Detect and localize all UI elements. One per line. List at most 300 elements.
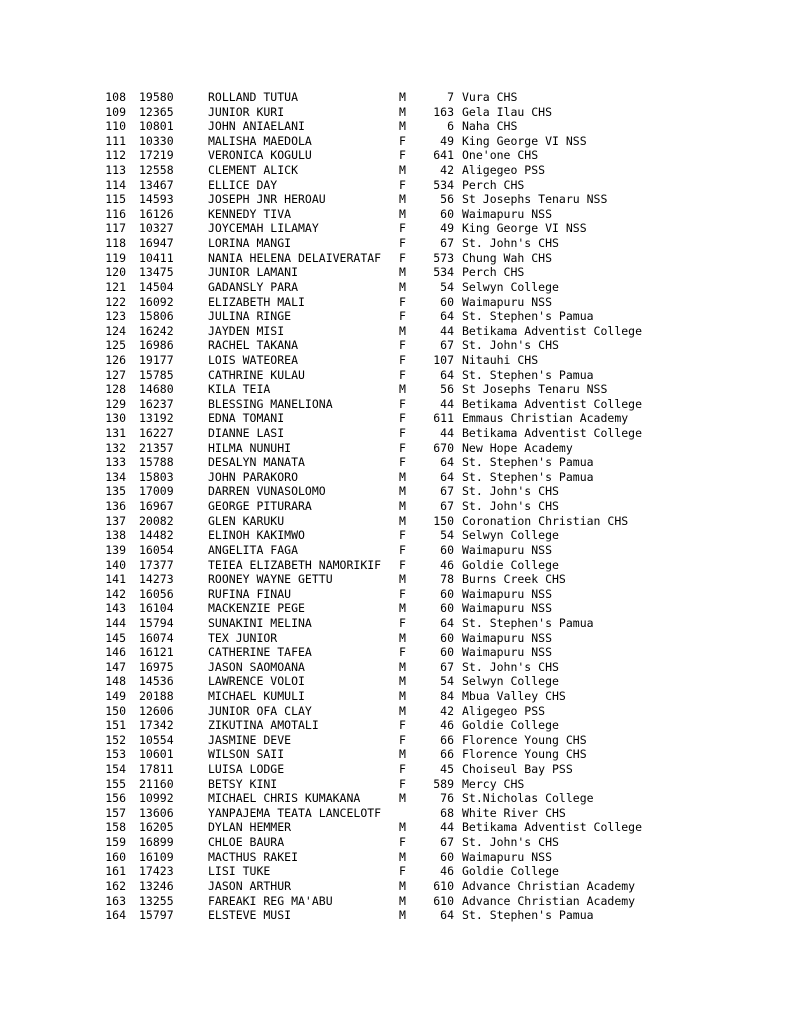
row-sex: F — [399, 367, 406, 382]
row-number: 60 — [440, 206, 454, 221]
table-row — [88, 148, 642, 163]
row-sequence: 110 — [105, 119, 126, 134]
table-row — [88, 192, 642, 207]
row-name: JUNIOR LAMANI — [208, 265, 299, 280]
row-school: Betikama Adventist College — [462, 820, 643, 835]
row-code: 16237 — [139, 396, 174, 411]
row-number: 44 — [440, 426, 454, 441]
row-school: Florence Young CHS — [462, 747, 587, 762]
row-sex: M — [399, 119, 406, 134]
row-sequence: 108 — [105, 90, 126, 104]
row-code: 17811 — [139, 762, 174, 777]
table-row — [88, 397, 642, 412]
row-number: 64 — [440, 469, 454, 484]
row-school: New Hope Academy — [462, 440, 573, 455]
row-sequence: 155 — [105, 776, 126, 791]
row-sequence: 142 — [105, 586, 126, 601]
row-school: Coronation Christian CHS — [462, 513, 629, 528]
row-name: VERONICA KOGULU — [208, 148, 312, 163]
row-sex: M — [399, 659, 406, 674]
row-number: 49 — [440, 133, 454, 148]
row-number: 44 — [440, 323, 454, 338]
row-name: ELLICE DAY — [208, 177, 278, 192]
row-code: 19580 — [139, 90, 174, 104]
row-name: BLESSING MANELIONA — [208, 396, 333, 411]
row-sequence: 113 — [105, 163, 126, 178]
row-code: 15797 — [139, 908, 174, 923]
row-sequence: 124 — [105, 323, 126, 338]
row-school: St.Nicholas College — [462, 791, 594, 806]
table-row — [88, 353, 642, 368]
row-sex: F — [399, 411, 406, 426]
row-code: 16074 — [139, 630, 174, 645]
table-row — [88, 441, 642, 456]
row-number: 67 — [440, 236, 454, 251]
row-name: LISI TUKE — [208, 864, 271, 879]
row-name: SUNAKINI MELINA — [208, 615, 312, 630]
table-row — [88, 558, 642, 573]
row-school: Mbua Valley CHS — [462, 688, 566, 703]
row-school: St. Stephen's Pamua — [462, 615, 594, 630]
row-name: CATHRINE KULAU — [208, 367, 305, 382]
row-sex: M — [399, 908, 406, 923]
row-code: 15785 — [139, 367, 174, 382]
table-row — [88, 426, 642, 441]
row-sex: F — [399, 426, 406, 441]
row-code: 17423 — [139, 864, 174, 879]
row-sex: F — [399, 250, 406, 265]
row-name: ANGELITA FAGA — [208, 542, 299, 557]
row-sequence: 112 — [105, 148, 126, 163]
row-code: 16109 — [139, 849, 174, 864]
row-code: 15788 — [139, 455, 174, 470]
row-sex: F — [399, 835, 406, 850]
row-sequence: 122 — [105, 294, 126, 309]
row-name: CATHERINE TAFEA — [208, 645, 312, 660]
row-school: Waimapuru NSS — [462, 601, 553, 616]
row-school: St. John's CHS — [462, 484, 559, 499]
row-code: 17342 — [139, 718, 174, 733]
row-sex: M — [399, 192, 406, 207]
row-code: 13246 — [139, 878, 174, 893]
table-row — [88, 543, 642, 558]
table-row — [88, 265, 642, 280]
row-code: 17219 — [139, 148, 174, 163]
table-row — [88, 835, 642, 850]
row-code: 10411 — [139, 250, 174, 265]
table-row — [88, 221, 642, 236]
row-sex: M — [399, 279, 406, 294]
row-name: KENNEDY TIVA — [208, 206, 292, 221]
table-row — [88, 762, 642, 777]
row-sex: M — [399, 513, 406, 528]
row-name: JOHN ANIAELANI — [208, 119, 305, 134]
table-row — [88, 470, 642, 485]
row-sequence: 153 — [105, 747, 126, 762]
row-school: Waimapuru NSS — [462, 294, 553, 309]
row-school: One'one CHS — [462, 148, 539, 163]
row-school: King George VI NSS — [462, 221, 587, 236]
row-sex: F — [399, 396, 406, 411]
table-row — [88, 251, 642, 266]
table-row — [88, 338, 642, 353]
row-sequence: 162 — [105, 878, 126, 893]
row-number: 66 — [440, 732, 454, 747]
row-sequence: 119 — [105, 250, 126, 265]
row-sequence: 164 — [105, 908, 126, 923]
row-sequence: 159 — [105, 835, 126, 850]
row-sequence: 125 — [105, 338, 126, 353]
row-number: 78 — [440, 572, 454, 587]
row-sequence: 161 — [105, 864, 126, 879]
row-name: CHLOE BAURA — [208, 835, 285, 850]
row-sequence: 116 — [105, 206, 126, 221]
row-name: JAYDEN MISI — [208, 323, 285, 338]
table-row — [88, 704, 642, 719]
row-code: 13192 — [139, 411, 174, 426]
row-sequence: 138 — [105, 528, 126, 543]
row-number: 60 — [440, 645, 454, 660]
table-row — [88, 90, 642, 105]
row-number: 670 — [433, 440, 454, 455]
row-sex: M — [399, 265, 406, 280]
row-school: Waimapuru NSS — [462, 586, 553, 601]
row-sequence: 136 — [105, 499, 126, 514]
table-row — [88, 660, 642, 675]
row-code: 13467 — [139, 177, 174, 192]
row-sequence: 158 — [105, 820, 126, 835]
row-sex: M — [399, 499, 406, 514]
row-sequence: 146 — [105, 645, 126, 660]
row-code: 15803 — [139, 469, 174, 484]
row-school: St. John's CHS — [462, 835, 559, 850]
row-code: 12558 — [139, 163, 174, 178]
table-row — [88, 514, 642, 529]
row-number: 45 — [440, 762, 454, 777]
row-code: 13606 — [139, 805, 174, 820]
row-number: 64 — [440, 367, 454, 382]
row-school: Selwyn College — [462, 279, 559, 294]
row-sex: M — [399, 630, 406, 645]
row-code: 10327 — [139, 221, 174, 236]
row-name: JUNIOR KURI — [208, 104, 285, 119]
table-row — [88, 368, 642, 383]
table-row — [88, 119, 642, 134]
row-school: St. John's CHS — [462, 338, 559, 353]
row-sex: F — [399, 762, 406, 777]
row-sex: F — [399, 615, 406, 630]
row-sex: M — [399, 601, 406, 616]
row-number: 76 — [440, 791, 454, 806]
row-number: 64 — [440, 908, 454, 923]
row-name: RACHEL TAKANA — [208, 338, 299, 353]
row-number: 67 — [440, 484, 454, 499]
table-row — [88, 382, 642, 397]
row-school: Waimapuru NSS — [462, 849, 553, 864]
row-sequence: 126 — [105, 352, 126, 367]
row-school: Advance Christian Academy — [462, 878, 636, 893]
row-name: MICHAEL CHRIS KUMAKANA — [208, 791, 361, 806]
row-name: YANPAJEMA TEATA LANCELOTF — [208, 805, 382, 820]
row-code: 16205 — [139, 820, 174, 835]
row-number: 54 — [440, 674, 454, 689]
row-number: 46 — [440, 557, 454, 572]
row-sex: M — [399, 163, 406, 178]
row-number: 611 — [433, 411, 454, 426]
row-number: 56 — [440, 382, 454, 397]
row-sex: M — [399, 674, 406, 689]
row-sex: F — [399, 309, 406, 324]
row-sex: F — [399, 718, 406, 733]
row-sex: M — [399, 572, 406, 587]
row-code: 13255 — [139, 893, 174, 908]
row-code: 14273 — [139, 572, 174, 587]
row-sex: F — [399, 586, 406, 601]
row-code: 16056 — [139, 586, 174, 601]
row-sequence: 127 — [105, 367, 126, 382]
table-row — [88, 850, 642, 865]
row-sequence: 160 — [105, 849, 126, 864]
row-code: 16947 — [139, 236, 174, 251]
table-row — [88, 601, 642, 616]
row-sequence: 132 — [105, 440, 126, 455]
row-sequence: 128 — [105, 382, 126, 397]
row-number: 46 — [440, 718, 454, 733]
row-name: JASON ARTHUR — [208, 878, 292, 893]
row-school: Waimapuru NSS — [462, 630, 553, 645]
row-number: 60 — [440, 586, 454, 601]
table-row — [88, 411, 642, 426]
row-sex: M — [399, 791, 406, 806]
row-sequence: 143 — [105, 601, 126, 616]
row-sequence: 154 — [105, 762, 126, 777]
table-row — [88, 631, 642, 646]
row-sequence: 157 — [105, 805, 126, 820]
row-name: TEX JUNIOR — [208, 630, 278, 645]
row-sequence: 123 — [105, 309, 126, 324]
row-code: 16126 — [139, 206, 174, 221]
table-row — [88, 455, 642, 470]
row-code: 20188 — [139, 688, 174, 703]
row-sex: F — [399, 236, 406, 251]
row-number: 534 — [433, 265, 454, 280]
row-code: 16104 — [139, 601, 174, 616]
row-sex: F — [399, 528, 406, 543]
table-row — [88, 820, 642, 835]
row-school: Betikama Adventist College — [462, 323, 643, 338]
row-sequence: 114 — [105, 177, 126, 192]
row-code: 10330 — [139, 133, 174, 148]
row-sequence: 156 — [105, 791, 126, 806]
row-sequence: 129 — [105, 396, 126, 411]
row-name: JASON SAOMOANA — [208, 659, 305, 674]
row-name: DESALYN MANATA — [208, 455, 305, 470]
row-school: Aligegeo PSS — [462, 703, 546, 718]
row-name: JOHN PARAKORO — [208, 469, 299, 484]
row-name: GADANSLY PARA — [208, 279, 299, 294]
row-sex: M — [399, 820, 406, 835]
row-school: Chung Wah CHS — [462, 250, 553, 265]
row-sex: M — [399, 893, 406, 908]
row-code: 15806 — [139, 309, 174, 324]
row-school: Burns Creek CHS — [462, 572, 566, 587]
table-row — [88, 689, 642, 704]
table-row — [88, 894, 642, 909]
row-school: Betikama Adventist College — [462, 396, 643, 411]
row-sex: F — [399, 455, 406, 470]
row-sex: F — [399, 864, 406, 879]
row-code: 14482 — [139, 528, 174, 543]
table-row — [88, 791, 642, 806]
row-number: 68 — [440, 805, 454, 820]
row-school: Selwyn College — [462, 528, 559, 543]
row-name: NANIA HELENA DELAIVERATAF — [208, 250, 382, 265]
row-number: 54 — [440, 528, 454, 543]
row-name: MICHAEL KUMULI — [208, 688, 305, 703]
row-name: LAWRENCE VOLOI — [208, 674, 305, 689]
row-sex: M — [399, 484, 406, 499]
row-school: Florence Young CHS — [462, 732, 587, 747]
row-name: DIANNE LASI — [208, 426, 285, 441]
table-row — [88, 806, 642, 821]
row-code: 20082 — [139, 513, 174, 528]
row-sex: M — [399, 206, 406, 221]
row-sex: F — [399, 776, 406, 791]
row-school: Naha CHS — [462, 119, 518, 134]
row-sex: M — [399, 878, 406, 893]
table-row — [88, 718, 642, 733]
table-row — [88, 178, 642, 193]
row-code: 14536 — [139, 674, 174, 689]
row-sex: F — [399, 557, 406, 572]
row-name: EDNA TOMANI — [208, 411, 285, 426]
row-number: 67 — [440, 659, 454, 674]
row-sex: F — [399, 352, 406, 367]
row-sequence: 131 — [105, 426, 126, 441]
row-number: 163 — [433, 104, 454, 119]
row-name: MACTHUS RAKEI — [208, 849, 299, 864]
row-number: 42 — [440, 703, 454, 718]
row-school: Advance Christian Academy — [462, 893, 636, 908]
row-sequence: 118 — [105, 236, 126, 251]
row-name: HILMA NUNUHI — [208, 440, 292, 455]
row-sex: F — [399, 732, 406, 747]
row-sex: M — [399, 849, 406, 864]
row-sequence: 144 — [105, 615, 126, 630]
row-sex: M — [399, 688, 406, 703]
row-school: St Josephs Tenaru NSS — [462, 192, 608, 207]
row-name: ELIZABETH MALI — [208, 294, 305, 309]
row-sequence: 140 — [105, 557, 126, 572]
row-name: FAREAKI REG MA'ABU — [208, 893, 333, 908]
table-row — [88, 733, 642, 748]
row-school: Waimapuru NSS — [462, 645, 553, 660]
row-code: 16227 — [139, 426, 174, 441]
row-code: 10992 — [139, 791, 174, 806]
row-name: TEIEA ELIZABETH NAMORIKIF — [208, 557, 382, 572]
row-school: White River CHS — [462, 805, 566, 820]
row-school: Betikama Adventist College — [462, 426, 643, 441]
row-school: King George VI NSS — [462, 133, 587, 148]
row-name: BETSY KINI — [208, 776, 278, 791]
table-row — [88, 163, 642, 178]
row-sequence: 150 — [105, 703, 126, 718]
row-name: JOSEPH JNR HEROAU — [208, 192, 326, 207]
row-number: 67 — [440, 499, 454, 514]
row-name: ELSTEVE MUSI — [208, 908, 292, 923]
row-code: 19177 — [139, 352, 174, 367]
row-number: 42 — [440, 163, 454, 178]
row-sequence: 109 — [105, 104, 126, 119]
table-row — [88, 674, 642, 689]
row-sex: F — [399, 440, 406, 455]
row-sequence: 139 — [105, 542, 126, 557]
row-code: 21160 — [139, 776, 174, 791]
row-sex: M — [399, 469, 406, 484]
row-code: 16975 — [139, 659, 174, 674]
row-number: 64 — [440, 309, 454, 324]
table-row — [88, 777, 642, 792]
row-sequence: 147 — [105, 659, 126, 674]
row-code: 16986 — [139, 338, 174, 353]
row-school: St. Stephen's Pamua — [462, 367, 594, 382]
row-number: 534 — [433, 177, 454, 192]
row-sequence: 121 — [105, 279, 126, 294]
table-row — [88, 134, 642, 149]
row-number: 84 — [440, 688, 454, 703]
row-name: ROONEY WAYNE GETTU — [208, 572, 333, 587]
row-school: St. John's CHS — [462, 499, 559, 514]
row-number: 46 — [440, 864, 454, 879]
row-number: 54 — [440, 279, 454, 294]
row-number: 56 — [440, 192, 454, 207]
row-sequence: 117 — [105, 221, 126, 236]
row-code: 12606 — [139, 703, 174, 718]
row-sequence: 145 — [105, 630, 126, 645]
row-sequence: 130 — [105, 411, 126, 426]
row-number: 573 — [433, 250, 454, 265]
row-number: 60 — [440, 849, 454, 864]
row-school: Nitauhi CHS — [462, 352, 539, 367]
row-sex: M — [399, 323, 406, 338]
row-number: 66 — [440, 747, 454, 762]
row-code: 14680 — [139, 382, 174, 397]
row-name: MALISHA MAEDOLA — [208, 133, 312, 148]
row-school: St. Stephen's Pamua — [462, 908, 594, 923]
row-school: Emmaus Christian Academy — [462, 411, 629, 426]
row-code: 17009 — [139, 484, 174, 499]
row-school: St Josephs Tenaru NSS — [462, 382, 608, 397]
row-school: Aligegeo PSS — [462, 163, 546, 178]
row-sequence: 152 — [105, 732, 126, 747]
row-sequence: 120 — [105, 265, 126, 280]
row-sex: F — [399, 338, 406, 353]
row-name: GLEN KARUKU — [208, 513, 285, 528]
row-name: LOIS WATEOREA — [208, 352, 299, 367]
row-code: 17377 — [139, 557, 174, 572]
row-code: 16092 — [139, 294, 174, 309]
row-school: Vura CHS — [462, 90, 518, 104]
row-school: St. Stephen's Pamua — [462, 455, 594, 470]
candidate-listing-table — [88, 90, 642, 923]
row-code: 13475 — [139, 265, 174, 280]
row-name: DARREN VUNASOLOMO — [208, 484, 326, 499]
row-code: 16242 — [139, 323, 174, 338]
table-row — [88, 572, 642, 587]
row-number: 610 — [433, 878, 454, 893]
row-sequence: 137 — [105, 513, 126, 528]
table-row — [88, 645, 642, 660]
